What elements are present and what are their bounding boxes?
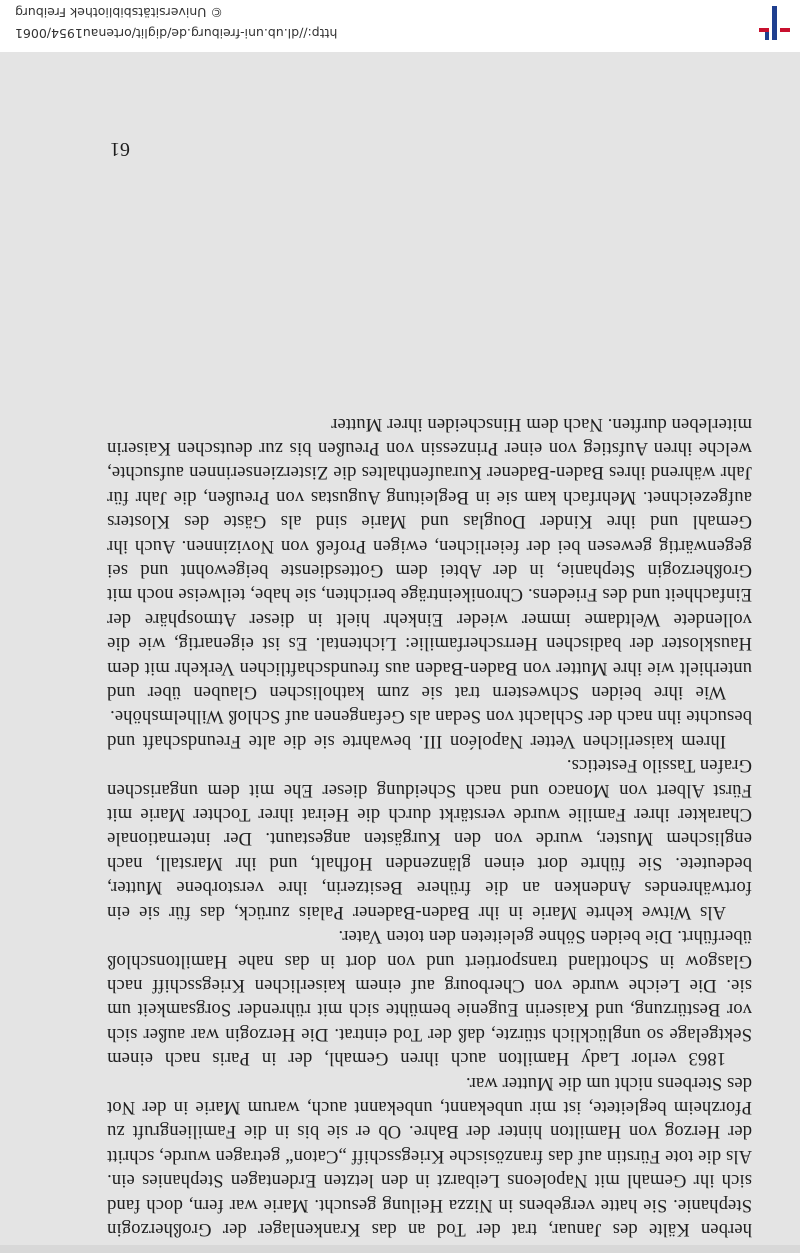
- copyright-notice: © Universitätsbibliothek Freiburg: [15, 5, 223, 20]
- ub-logo-icon: [752, 4, 792, 42]
- paragraph-5: Wie ihre beiden Schwestern trat sie zum katholischen Glauben über und unterhielt wie ihre Mutter von Baden-Baden aus freundschaftlichen Verkehr mit dem Hauskloster der badischen Herrscherfamilie: Lichtental. Es ist eigenartig, wie die vollendete Weltdame immer wieder Einkehr hielt in dieser Atmosphäre der Einfachheit und des Friedens. Chronikeinträge berichten, sie habe, teilweise noch mit Großherzogin Stephanie, in der Abtei dem Gottesdienste beigewohnt und sei gegenwärtig gewesen bei der feierlichen, ewigen Profeß von Novizinnen. Auch ihr Gemahl und ihre Kinder Douglas und Marie sind als Gäste des Klosters aufgezeichnet. Mehrfach kam sie in Begleitung Augustas von Preußen, die Jahr für Jahr während ihres Baden-Badener Kuraufenthaltes die Zisterzienserinnen aufsuchte, welche ihren Aufstieg von einer Prinzessin von Preußen bis zur deutschen Kaiserin miterleben durften. Nach dem Hinscheiden ihrer Mutter: [107, 413, 752, 704]
- paragraph-2: 1863 verlor Lady Hamilton auch ihren Gemahl, der in Paris nach einem Sektgelage so unglücklich stürzte, daß der Tod eintrat. Die Herzogin war außer sich vor Bestürzung, und Kaiserin Eugenie bemühte sich mit rührender Sorgsamkeit um sie. Die Leiche wurde von Cherbourg auf einem kaiserlichen Kriegsschiff nach Glasgow in Schottland transportiert und von dort in das nahe Hamiltonschloß überführt. Die beiden Söhne geleiteten den toten Vater.: [107, 926, 752, 1070]
- scan-edge: [0, 1245, 800, 1253]
- logo-blue-bar: [772, 6, 777, 40]
- logo-red-bar-right: [759, 28, 769, 32]
- permalink-url[interactable]: http://dl.ub.uni-freiburg.de/diglit/ortenau1954/0061: [15, 26, 338, 41]
- body-text: [107, 411, 752, 1241]
- paragraph-4: Ihrem kaiserlichen Vetter Napoléon III. bewahrte sie die alte Freundschaft und besuchte ihn nach der Schlacht von Sedan als Gefangenen auf Schloß Wilhelmshöhe.: [107, 706, 752, 752]
- paragraph-1: herben Kälte des Januar, trat der Tod an das Krankenlager der Großherzogin Stephanie. Sie hatte vergebens in Nizza Heilung gesucht. Marie war fern, doch fand sich ihr Gemahl mit Napoleons Leibarzt in den letzten Erdentagen Stephanies ein. Als die tote Fürstin auf das französische Kriegsschiff „Caton“ getragen wurde, schritt der Herzog von Hamilton hinter der Bahre. Ob er sie bis in die Familiengruft zu Pforzheim begleitete, ist mir unbekannt, unbekannt auch, warum Marie in der Not des Sterbens nicht um die Mutter war.: [107, 1072, 752, 1240]
- logo-blue-stub: [765, 32, 769, 40]
- paragraph-3: Als Witwe kehrte Marie in ihr Baden-Badener Palais zurück, das für sie ein fortwährendes Andenken an die frühere Besitzerin, ihre verstorbene Mutter, bedeutete. Sie führte dort einen glänzenden Hofhalt, und ihr Marstall, nach englischem Muster, wurde von den Kurgästen angestaunt. Der internationale Charakter ihrer Familie wurde verstärkt durch die Heirat ihrer Tochter Marie mit Fürst Albert von Monaco und nach Scheidung dieser Ehe mit dem ungarischen Grafen Tassilo Festetics.: [107, 755, 752, 923]
- logo-red-bar-left: [780, 28, 790, 32]
- page-number: 61: [110, 138, 130, 160]
- university-library-logo: [752, 4, 792, 42]
